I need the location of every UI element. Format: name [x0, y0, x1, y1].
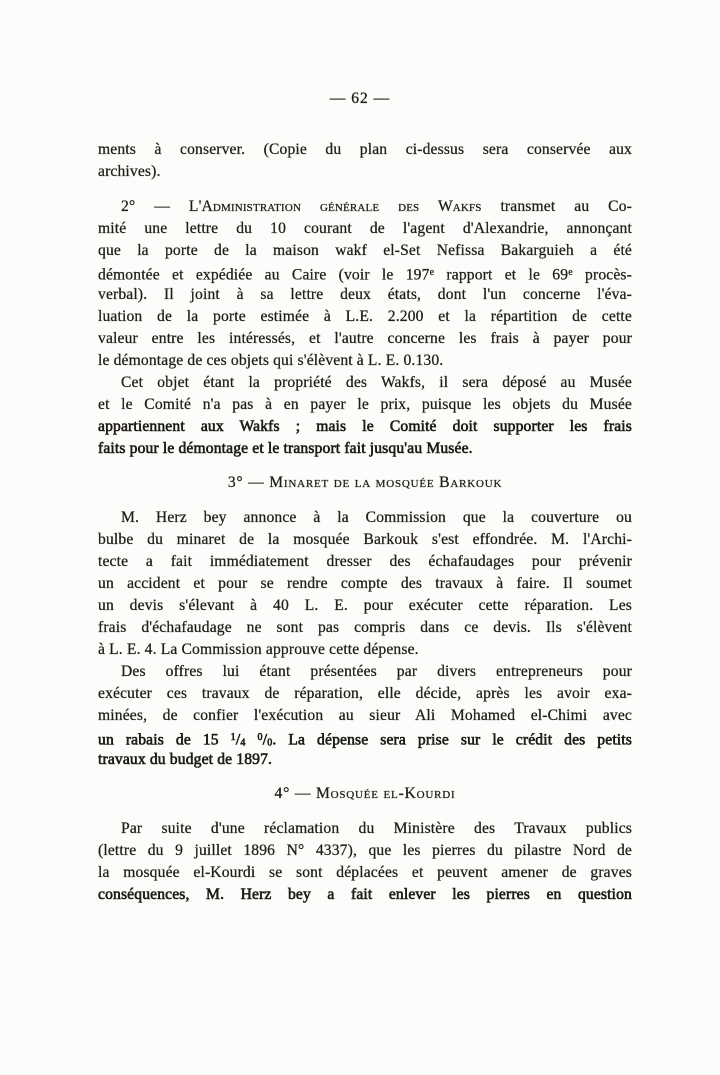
text-segment	[246, 732, 258, 749]
text-line	[98, 328, 632, 350]
text-segment: mité une lettre du 10 courant de l'agent d'Alexandrie, annonçant	[98, 220, 632, 237]
text-line	[98, 372, 632, 394]
text-line	[98, 639, 632, 661]
text-line	[98, 783, 632, 805]
text-segment: ments à conserver. (Copie du plan ci-dessus sera conservée aux	[98, 141, 632, 158]
text-segment: exécuter ces travaux de réparation, elle décide, après les avoir exa-	[98, 685, 632, 702]
text-segment: démontée et expédiée au Caire (voir le 197	[98, 266, 430, 284]
paragraph	[98, 818, 632, 906]
text-segment: minées, de confier l'exécution au sieur Ali Mohamed el-Chimi avec	[98, 707, 632, 724]
text-segment: un devis s'élevant à 40 L. E. pour exécuter cette réparation. Les	[98, 597, 632, 614]
text-segment: la mosquée el-Kourdi se sont déplacées et peuvent amener de graves	[98, 864, 632, 881]
text-segment: le démontage de ces objets qui s'élèvent à L. E. 0.130.	[98, 352, 444, 369]
paragraph	[98, 139, 632, 183]
text-line	[98, 705, 632, 727]
small-caps-text: Mosquée el-Kourdi	[315, 785, 456, 802]
text-line	[98, 139, 632, 161]
sup-text: e	[429, 267, 435, 278]
text-line	[98, 727, 632, 749]
text-segment: frais d'échafaudage ne sont pas compris dans ce devis. Ils s'élèvent	[98, 619, 632, 636]
text-segment: faits pour le démontage et le transport fait jusqu'au Musée.	[98, 440, 473, 457]
text-line	[98, 306, 632, 328]
small-caps-text: Minaret de la mosquée Barkouk	[269, 474, 503, 491]
text-segment: archives).	[98, 163, 161, 180]
text-line	[98, 161, 632, 183]
text-segment: travaux du budget de 1897.	[98, 751, 273, 768]
text-segment: 4° —	[274, 785, 316, 802]
text-line	[98, 472, 632, 494]
text-segment: 3° —	[227, 474, 270, 491]
text-segment: tecte a fait immédiatement dresser des échafaudages pour prévenir	[98, 553, 632, 570]
text-segment: luation de la porte estimée à L.E. 2.200 et la répartition de cette	[98, 308, 632, 325]
text-segment: appartiennent aux Wakfs ; mais le Comité doit supporter les frais	[98, 418, 632, 435]
text-segment: Cet objet étant la propriété des Wakfs, il sera déposé au Musée	[121, 374, 632, 391]
text-segment: rapport et le 69	[434, 266, 569, 284]
text-line	[98, 350, 632, 372]
text-line	[98, 818, 632, 840]
text-line	[98, 749, 632, 771]
text-segment: Des offres lui étant présentées par divers entrepreneurs pour	[121, 663, 632, 680]
paragraph	[98, 507, 632, 661]
text-segment: un accident et pour se rendre compte des travaux à faire. Il soumet	[98, 575, 632, 592]
text-line	[98, 240, 632, 262]
text-segment: M. Herz bey annonce à la Commission que la couverture ou	[121, 509, 632, 526]
text-line	[98, 840, 632, 862]
text-line	[98, 573, 632, 595]
text-line	[98, 661, 632, 683]
text-segment: /	[262, 731, 268, 749]
text-segment: et le Comité n'a pas à en payer le prix, puisque les objets du Musée	[98, 396, 632, 413]
text-line	[98, 438, 632, 460]
text-segment: (lettre du 9 juillet 1896 N° 4337), que les pierres du pilastre Nord de	[98, 842, 632, 859]
sub-text: 0	[267, 737, 273, 749]
text-segment: que la porte de la maison wakf el-Set Nefissa Bakarguieh a été	[98, 242, 632, 259]
text-line	[98, 394, 632, 416]
text-segment: procès-	[572, 266, 632, 284]
sup-text: 1	[230, 732, 236, 743]
page-number: — 62 —	[329, 90, 391, 107]
text-segment: verbal). Il joint à sa lettre deux états, dont l'un concerne l'éva-	[98, 286, 632, 303]
text-segment: . La dépense sera prise sur le crédit des petits	[272, 731, 632, 749]
text-line	[98, 683, 632, 705]
text-line	[98, 284, 632, 306]
sub-text: 4	[240, 737, 246, 749]
text-line	[98, 416, 632, 438]
text-body	[98, 139, 632, 906]
text-segment: 2° —	[121, 198, 189, 215]
text-segment: conséquences, M. Herz bey a fait enlever les pierres en question	[98, 886, 632, 903]
paragraph	[98, 196, 632, 372]
text-segment: bulbe du minaret de la mosquée Barkouk s'est effondrée. M. l'Archi-	[98, 531, 632, 548]
sup-text: e	[568, 267, 573, 278]
text-segment: transmet au Co-	[481, 198, 632, 215]
text-line	[98, 595, 632, 617]
small-caps-text: L'Administration générale des Wakfs	[188, 198, 482, 215]
text-line	[98, 862, 632, 884]
text-line	[98, 529, 632, 551]
paragraph	[98, 372, 632, 460]
text-segment: à L. E. 4. La Commission approuve cette dépense.	[98, 641, 419, 658]
text-line	[98, 218, 632, 240]
text-line	[98, 196, 632, 218]
text-segment: /	[235, 731, 241, 749]
text-line	[98, 617, 632, 639]
sup-text: 0	[257, 732, 263, 743]
paragraph	[98, 661, 632, 771]
text-line	[98, 884, 632, 906]
section-heading	[98, 472, 632, 494]
section-heading	[98, 783, 632, 805]
text-segment: un rabais de 15	[98, 731, 231, 749]
text-segment: Par suite d'une réclamation du Ministère des Travaux publics	[121, 820, 632, 837]
text-segment: valeur entre les intéressés, et l'autre concerne les frais à payer pour	[98, 330, 632, 347]
text-line	[98, 507, 632, 529]
text-line	[98, 262, 632, 284]
text-line	[98, 551, 632, 573]
